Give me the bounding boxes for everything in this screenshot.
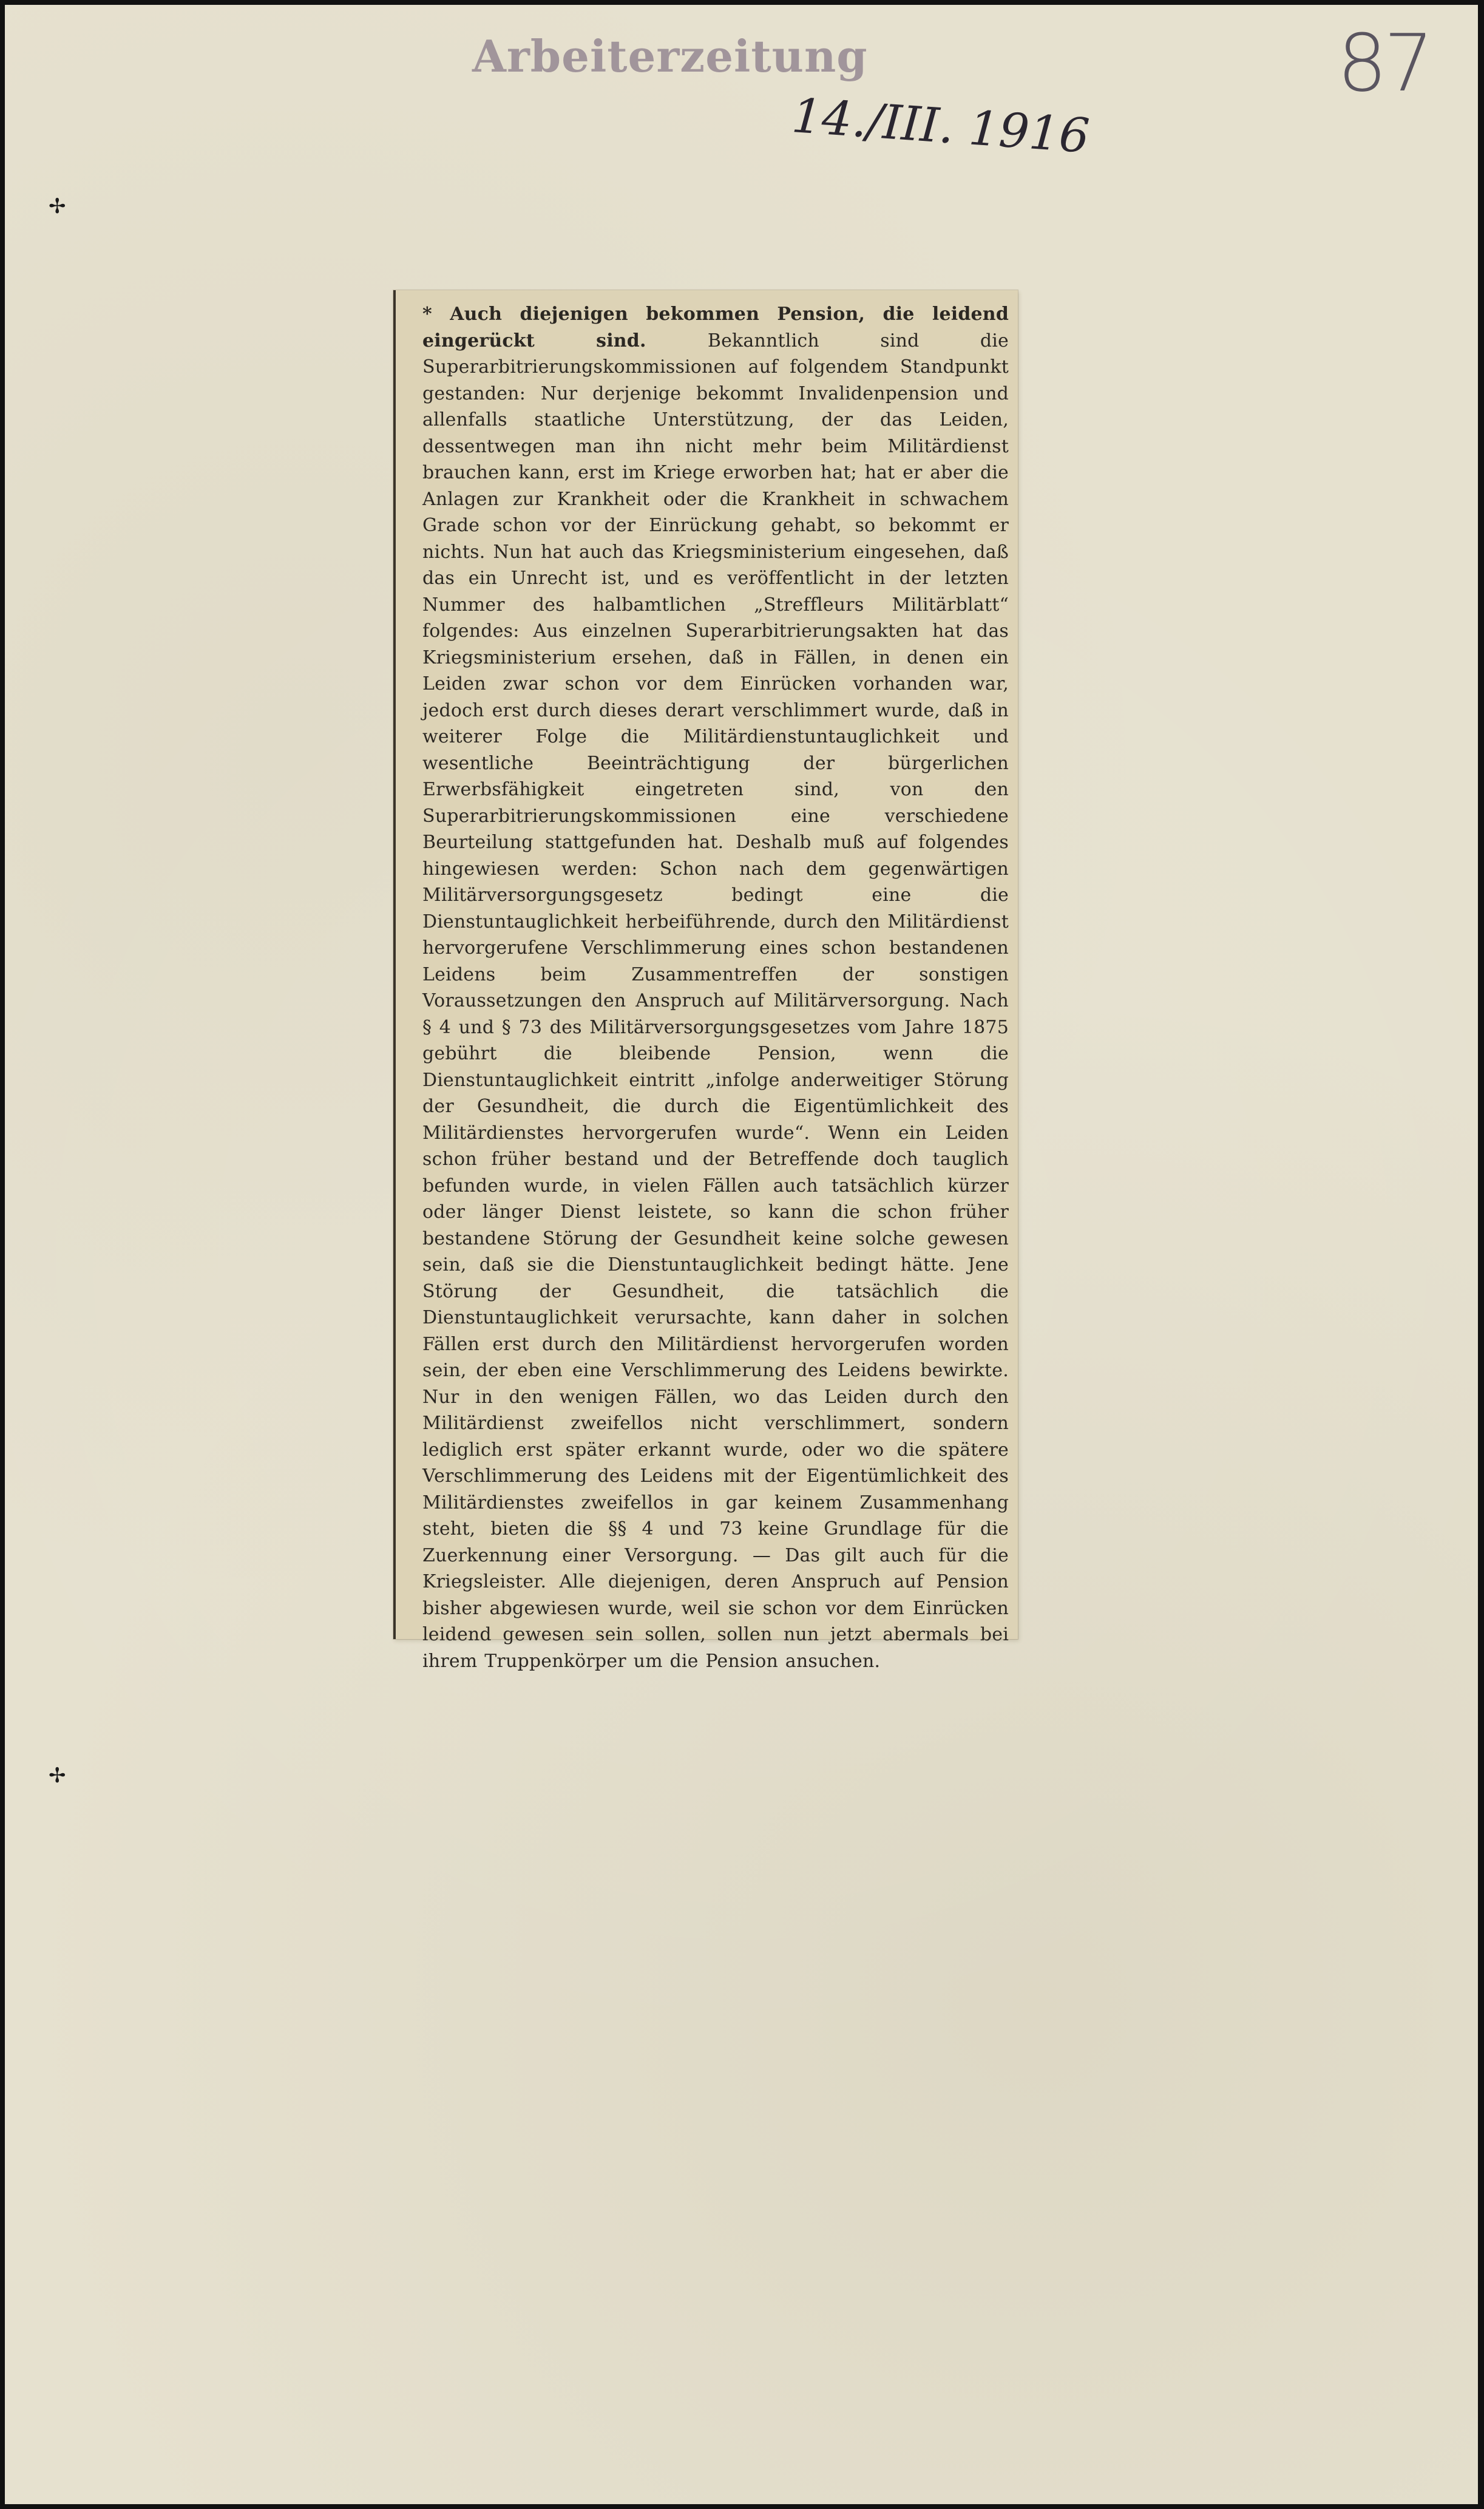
folio-number: 87: [1337, 17, 1431, 109]
archive-page: [5, 5, 1478, 2504]
clipping-article: [422, 301, 1009, 1674]
handwritten-date: 14./III. 1916: [790, 89, 1091, 165]
newspaper-name-stamp: Arbeiterzeitung: [472, 30, 868, 82]
newspaper-clipping: [393, 290, 1018, 1672]
binding-hole-mark: ✢: [49, 1764, 66, 1788]
clipping-headline: * Auch diejenigen bekommen Pension, die leidend eingerückt sind.: [422, 304, 1009, 351]
clipping-body: Bekanntlich sind die Superarbitrierungskommissionen auf folgendem Standpunkt gestanden: Nur derjenige bekommt Invalidenpension und allenfalls staatliche Unterstützung, der das Leiden, dessentwegen man ihn nicht mehr beim Militärdienst brauchen kann, erst im Kriege erworben hat; hat er aber die Anlagen zur Krankheit oder die Krankheit in schwachem Grade schon vor der Einrückung gehabt, so bekommt er nichts. Nun hat auch das Kriegsministerium eingesehen, daß das ein Unrecht ist, und es veröffentlicht in der letzten Nummer des halbamtlichen „Streffleurs Militärblatt“ folgendes: Aus einzelnen Superarbitrierungsakten hat das Kriegsministerium ersehen, daß in Fällen, in denen ein Leiden zwar schon vor dem Einrücken vorhanden war, jedoch erst durch dieses derart verschlimmert wurde, daß in weiterer Folge die Militärdienstuntauglichkeit und wesentliche Beeinträchtigung der bürgerlichen Erwerbsfähigkeit eingetreten sind, von den Superarbitrierungskommissionen eine verschiedene Beurteilung stattgefunden hat. Deshalb muß auf folgendes hingewiesen werden: Schon nach dem gegenwärtigen Militärversorgungsgesetz bedingt eine die Dienstuntauglichkeit herbeiführende, durch den Militärdienst hervorgerufene Verschlimmerung eines schon bestandenen Leidens beim Zusammentreffen der sonstigen Voraussetzungen den Anspruch auf Militärversorgung. Nach § 4 und § 73 des Militärversorgungsgesetzes vom Jahre 1875 gebührt die bleibende Pension, wenn die Dienstuntauglichkeit eintritt „infolge anderweitiger Störung der Gesundheit, die durch die Eigentümlichkeit des Militärdienstes hervorgerufen wurde“. Wenn ein Leiden schon früher bestand und der Betreffende doch tauglich befunden wurde, in vielen Fällen auch tatsächlich kürzer oder länger Dienst leistete, so kann die schon früher bestandene Störung der Gesundheit keine solche gewesen sein, daß sie die Dienstuntauglichkeit bedingt hätte. Jene Störung der Gesundheit, die tatsächlich die Dienstuntauglichkeit verursachte, kann daher in solchen Fällen erst durch den Militärdienst hervorgerufen worden sein, der eben eine Verschlimmerung des Leidens bewirkte. Nur in den wenigen Fällen, wo das Leiden durch den Militärdienst zweifellos nicht verschlimmert, sondern lediglich erst später erkannt wurde, oder wo die spätere Verschlimmerung des Leidens mit der Eigentümlichkeit des Militärdienstes zweifellos in gar keinem Zusammenhang steht, bieten die §§ 4 und 73 keine Grundlage für die Zuerkennung einer Versorgung. — Das gilt auch für die Kriegsleister. Alle diejenigen, deren Anspruch auf Pension bisher abgewiesen wurde, weil sie schon vor dem Einrücken leidend gewesen sein sollen, sollen nun jetzt abermals bei ihrem Truppenkörper um die Pension ansuchen.: [422, 330, 1009, 1672]
binding-hole-mark: ✢: [49, 194, 66, 219]
